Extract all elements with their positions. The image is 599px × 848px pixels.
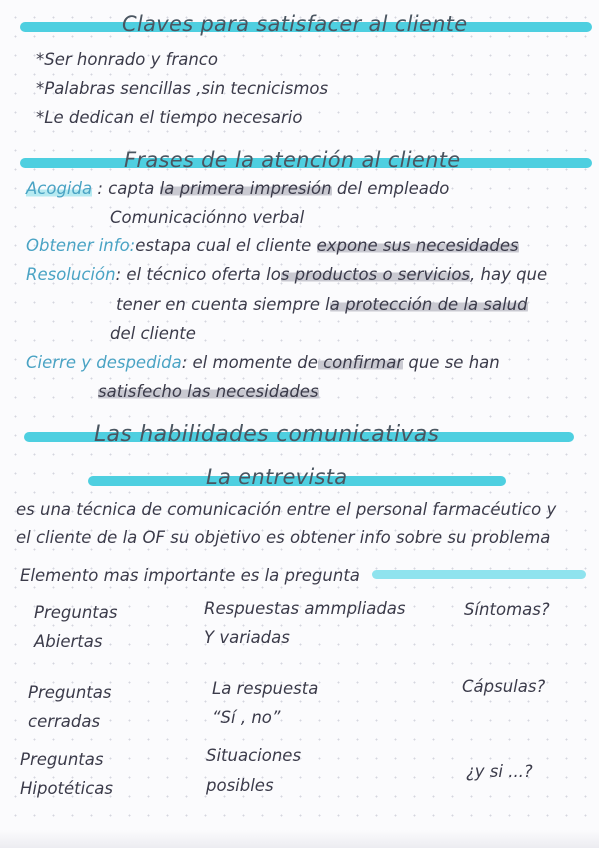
obtener-highlight: expone sus necesidades [316, 236, 519, 255]
cierre-line [26, 353, 500, 372]
row1-example: Síntomas? [464, 600, 550, 619]
row3-type-line1: Preguntas [20, 750, 104, 769]
acogida-line [26, 179, 449, 198]
section-title-frases: Frases de la atención al cliente [124, 148, 461, 172]
resolucion-term: Resolución [26, 265, 116, 284]
resolucion-rest: , hay que [470, 265, 548, 284]
acogida-term: Acogida [26, 179, 93, 198]
row1-type-line2: Abiertas [34, 632, 103, 651]
cierre-line2 [98, 382, 319, 401]
cierre-highlight: confirmar [317, 353, 404, 372]
acogida-sep: : capta [92, 179, 160, 198]
row3-type-line2: Hipotéticas [20, 779, 114, 798]
resolucion-line3: del cliente [110, 324, 196, 343]
resolucion-highlight: s productos o servicios [280, 265, 471, 284]
row2-type-line1: Preguntas [28, 683, 112, 702]
row2-type-line2: cerradas [28, 712, 101, 731]
cierre-term: Cierre y despedida [26, 353, 182, 372]
row2-resp-line1: La respuesta [212, 679, 319, 698]
entrevista-para-line1: es una técnica de comunicación entre el personal farmacéutico y [16, 500, 557, 519]
resolucion-line2-highlight: a protección de la salud [329, 295, 528, 314]
row2-resp-line2: “Sí , no” [212, 708, 281, 727]
row3-example: ¿y si ...? [466, 762, 533, 781]
row1-type-line1: Preguntas [34, 603, 118, 622]
resolucion-line2-pre: tener en cuenta siempre l [116, 295, 330, 314]
entrevista-para-line2: el cliente de la OF su objetivo es obtener info sobre su problema [16, 528, 551, 547]
bullet-palabras: *Palabras sencillas ,sin tecnicismos [36, 79, 329, 98]
section-title-entrevista: La entrevista [206, 465, 348, 489]
section-title-habilidades: Las habilidades comunicativas [94, 422, 440, 447]
cierre-pre: : el momente de [181, 353, 318, 372]
pregunta-highlight [372, 570, 586, 579]
row1-resp-line1: Respuestas ammpliadas [204, 599, 406, 618]
row3-resp-line2: posibles [206, 776, 274, 795]
obtener-term: Obtener info: [26, 236, 136, 255]
cierre-rest: que se han [403, 353, 500, 372]
row2-example: Cápsulas? [462, 677, 546, 696]
page-bottom-edge [0, 830, 599, 848]
bullet-honrado: *Ser honrado y franco [36, 50, 218, 69]
section-title-claves: Claves para satisfacer al cliente [122, 12, 468, 36]
resolucion-line2 [116, 295, 528, 314]
obtener-pre: estapa cual el cliente [135, 236, 317, 255]
resolucion-line [26, 265, 547, 284]
cierre-line2-highlight: satisfecho las necesidades [98, 382, 319, 401]
obtener-line [26, 236, 519, 255]
elemento-pregunta: Elemento mas importante es la pregunta [20, 566, 360, 585]
acogida-line2: Comunicaciónno verbal [110, 208, 305, 227]
row1-resp-line2: Y variadas [204, 628, 290, 647]
resolucion-pre: : el técnico oferta lo [115, 265, 281, 284]
row3-resp-line1: Situaciones [206, 746, 302, 765]
bullet-tiempo: *Le dedican el tiempo necesario [36, 108, 303, 127]
acogida-highlight: la primera impresión [159, 179, 332, 198]
acogida-rest: del empleado [331, 179, 450, 198]
